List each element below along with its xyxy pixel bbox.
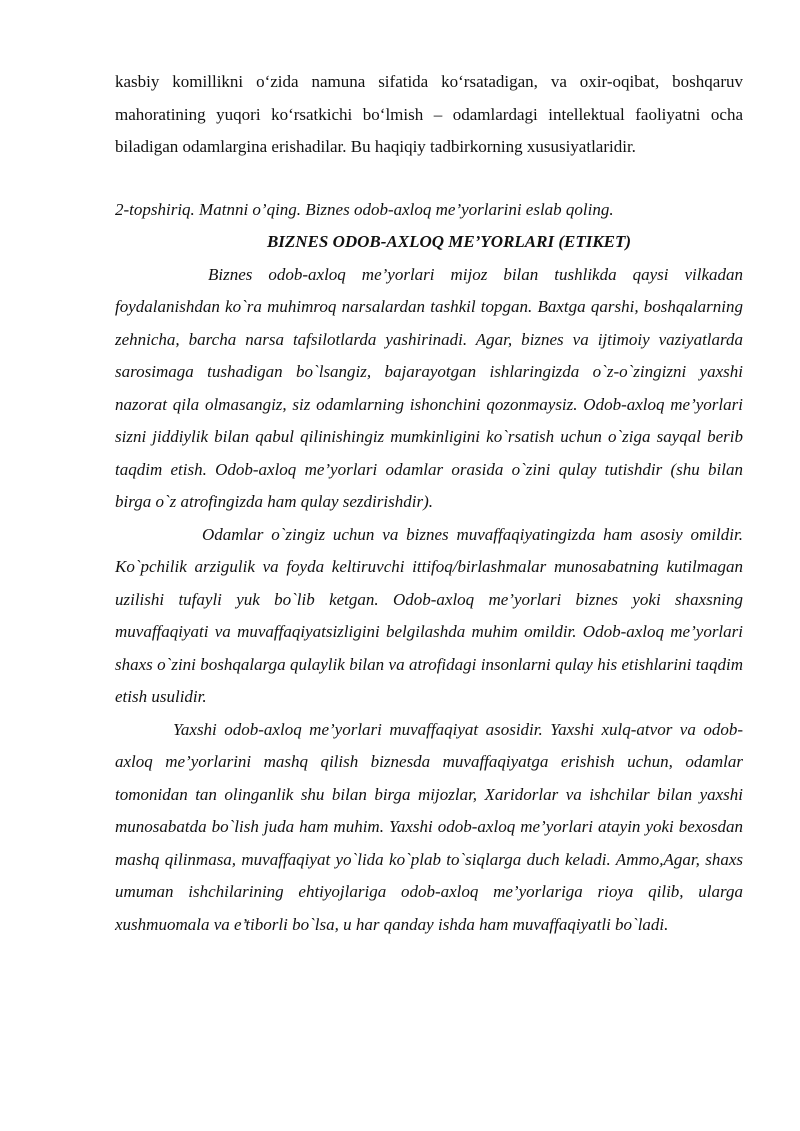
body-paragraph-1: Biznes odob-axloq me’yorlari mijoz bilan tushlikda qaysi vilkadan foydalanishdan ko`ra muhimroq narsalardan tashkil topgan. Baxtga qarshi, boshqalarning zehnicha, barcha narsa tafsilotlarda yashirinadi. Agar, biznes va ijtimoiy vaziyatlarda sarosimaga tushadigan bo`lsangiz, bajarayotgan ishlaringizda o`z-o`zingizni yaxshi nazorat qila olmasangiz, siz odamlarning ishonchini qozonmaysiz. Odob-axloq me’yorlari sizni jiddiylik bilan qabul qilinishingiz mumkinligini ko`rsatish uchun o`ziga sayqal berib taqdim etish. Odob-axloq me’yorlari odamlar orasida o`zini qulay tutishdir (shu bilan birga o`z atrofingizda ham qulay sezdirishdir). <box>115 264 743 511</box>
intro-paragraph: kasbiy komillikni o‘zida namuna sifatida ko‘rsatadigan, va oxir-oqibat, boshqaruv mahoratining yuqori ko‘rsatkichi bo‘lmish – odamlardagi intellektual faoliyatni ocha biladigan odamlargina erishadilar. Bu haqiqiy tadbirkorning xususiyatlaridir. <box>115 72 743 156</box>
document-page <box>115 66 743 941</box>
task-instruction: 2-topshiriq. Matnni o’qing. Biznes odob-axloq me’yorlarini eslab qoling. <box>115 199 614 219</box>
spacer <box>115 164 743 194</box>
body-paragraph-3: Yaxshi odob-axloq me’yorlari muvaffaqiyat asosidir. Yaxshi xulq-atvor va odob-axloq me’yorlarini mashq qilish biznesda muvaffaqiyatga erishish uchun, odamlar tomonidan tan olinganlik shu bilan birga mijozlar, Xaridorlar va ishchilar bilan yaxshi munosabatda bo`lish juda ham muhim. Yaxshi odob-axloq me’yorlari atayin yoki bexosdan mashq qilinmasa, muvaffaqiyat yo`lida ko`plab to`siqlarga duch keladi. Ammo,Agar, shaxs umuman ishchilarining ehtiyojlariga odob-axloq me’yorlariga rioya qilib, ularga xushmuomala va e’tiborli bo`lsa, u har qanday ishda ham muvaffaqiyatli bo`ladi. <box>115 719 743 934</box>
body-paragraph-2: Odamlar o`zingiz uchun va biznes muvaffaqiyatingizda ham asosiy omildir. Ko`pchilik arzigulik va foyda keltiruvchi ittifoq/birlashmalar munosabatning kutilmagan uzilishi tufayli yuk bo`lib ketgan. Odob-axloq me’yorlari biznes yoki shaxsning muvaffaqiyati va muvaffaqiyatsizligini belgilashda muhim omildir. Odob-axloq me’yorlari shaxs o`zini boshqalarga qulaylik bilan va atrofidagi insonlarni qulay his etishlarini taqdim etish usulidir. <box>115 524 743 706</box>
section-title: BIZNES ODOB-AXLOQ ME’YORLARI (ETIKET) <box>266 232 632 251</box>
